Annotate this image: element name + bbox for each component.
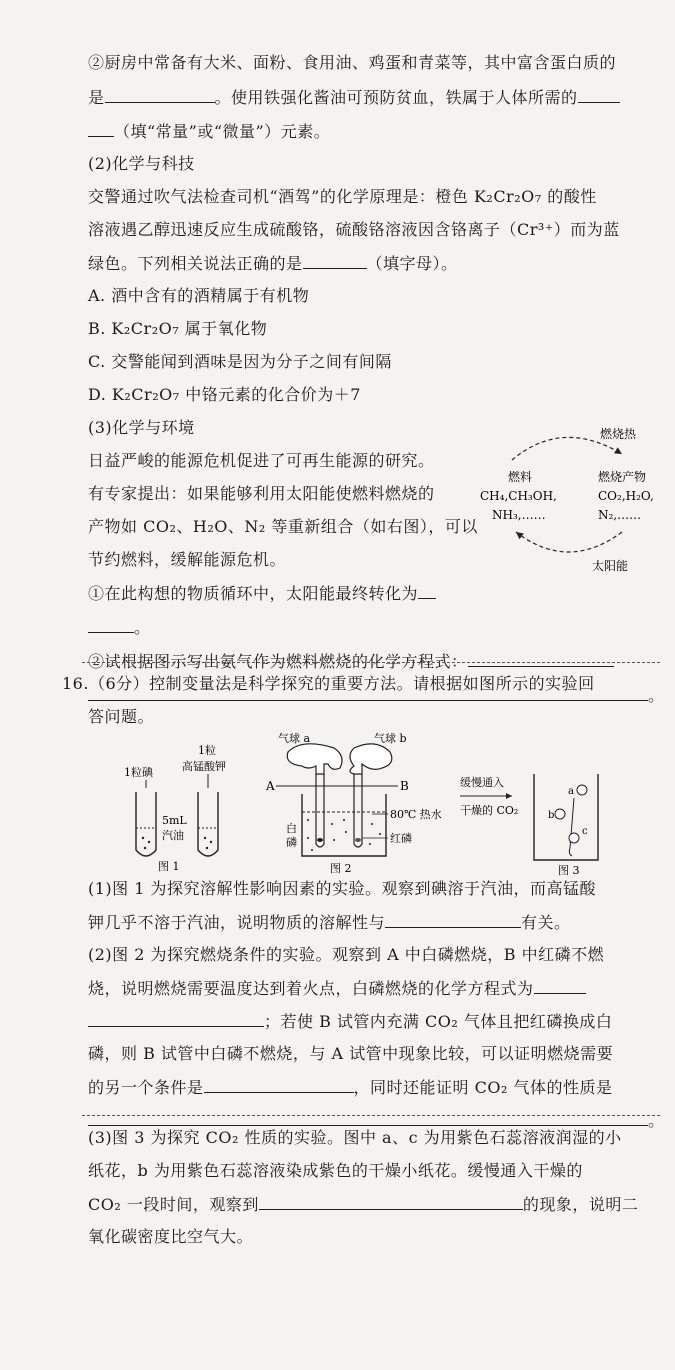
label-combustion-heat: 燃烧热 bbox=[600, 427, 637, 441]
label-fuel: 燃料 bbox=[508, 470, 533, 484]
fig1-label-kmno4: 高锰酸钾 bbox=[182, 760, 226, 773]
answer-blank[interactable] bbox=[88, 1109, 648, 1126]
fig1-label-1-grain: 1粒 bbox=[198, 744, 216, 757]
q-2-line-1: ②厨房中常备有大米、面粉、食用油、鸡蛋和青菜等，其中富含蛋白质的 bbox=[88, 53, 617, 72]
figure-3-co2-beaker bbox=[456, 768, 606, 876]
fig3-label-c: c bbox=[582, 826, 588, 837]
q-2-line-2: 是 。使用铁强化酱油可预防贫血，铁属于人体所需的 bbox=[88, 86, 620, 109]
fig2-label-white-p-2: 磷 bbox=[286, 836, 297, 849]
q16-part1-line-2: 钾几乎不溶于汽油，说明物质的溶解性与 有关。 bbox=[88, 913, 571, 932]
section-2-line-1: 交警通过吹气法检查司机“酒驾”的化学原理是：橙色 K₂Cr₂O₇ 的酸性 bbox=[88, 187, 597, 206]
option-c: C. 交警能闻到酒味是因为分子之间有间隔 bbox=[88, 352, 392, 371]
answer-blank[interactable] bbox=[88, 120, 114, 137]
fig2-red-phosphorus bbox=[355, 838, 361, 842]
q16-part3-line-2: 纸花，b 为用紫色石蕊溶液染成紫色的干燥小纸花。缓慢通入干燥的 bbox=[88, 1161, 583, 1180]
answer-blank[interactable] bbox=[468, 650, 614, 667]
fig2-label-b: B bbox=[400, 779, 409, 793]
fig1-test-tube-left bbox=[136, 792, 156, 856]
fig3-beaker bbox=[534, 774, 598, 860]
fig3-label-a: a bbox=[568, 786, 574, 797]
answer-blank[interactable] bbox=[418, 582, 436, 599]
q16-stem-line-2: 答问题。 bbox=[88, 707, 155, 726]
q-2-line-3: （填“常量”或“微量”）元素。 bbox=[88, 120, 330, 143]
answer-blank[interactable] bbox=[105, 86, 215, 103]
fig3-label-slowly: 缓慢通入 bbox=[460, 776, 504, 789]
q16-part2-line-4: 磷，则 B 试管中白磷不燃烧，与 A 试管中现象比较，可以证明燃烧需要 bbox=[88, 1044, 614, 1063]
option-d: D. K₂Cr₂O₇ 中铬元素的化合价为＋7 bbox=[88, 385, 361, 404]
answer-blank[interactable] bbox=[534, 977, 586, 994]
fig2-balloon-b bbox=[350, 744, 392, 774]
section-2-line-3: 绿色。下列相关说法正确的是 （填字母）。 bbox=[88, 254, 458, 273]
fig1-label-volume: 5mL bbox=[162, 814, 187, 827]
fig2-caption: 图 2 bbox=[330, 862, 352, 875]
fig3-caption: 图 3 bbox=[558, 864, 580, 876]
fig3-label-b: b bbox=[548, 810, 555, 821]
fuel-list-2: NH₃,…… bbox=[492, 508, 546, 522]
answer-blank[interactable] bbox=[303, 252, 367, 269]
section-3-heading: (3)化学与环境 bbox=[88, 418, 195, 437]
fig3-flower-a bbox=[577, 785, 587, 795]
answer-blank[interactable] bbox=[385, 911, 521, 928]
section-3-line-3: 产物如 CO₂、H₂O、N₂ 等重新组合（如右图），可以 bbox=[88, 517, 478, 536]
fig2-label-hot-water: 80℃ 热水 bbox=[390, 808, 442, 821]
label-products: 燃烧产物 bbox=[598, 470, 647, 484]
answer-blank[interactable] bbox=[88, 1010, 264, 1027]
fig1-label-gasoline: 汽油 bbox=[162, 829, 184, 842]
fig1-label-iodine: 1粒碘 bbox=[124, 766, 153, 779]
section-3-q2: ②试根据图示写出氨气作为燃料燃烧的化学方程式： bbox=[88, 650, 614, 673]
q16-part3-line-1: (3)图 3 为探究 CO₂ 性质的实验。图中 a、c 为用紫色石蕊溶液润湿的小 bbox=[88, 1128, 622, 1147]
option-b: B. K₂Cr₂O₇ 属于氧化物 bbox=[88, 319, 268, 338]
q16-stem-line-1: 16.（6分）控制变量法是科学探究的重要方法。请根据如图所示的实验回 bbox=[62, 674, 595, 693]
answer-blank[interactable] bbox=[88, 616, 134, 633]
fig2-label-a: A bbox=[266, 779, 275, 793]
q16-part2-line-1: (2)图 2 为探究燃烧条件的实验。观察到 A 中白磷燃烧，B 中红磷不燃 bbox=[88, 945, 605, 964]
answer-blank[interactable] bbox=[259, 1193, 523, 1210]
energy-cycle-diagram bbox=[472, 420, 668, 580]
answer-blank[interactable] bbox=[578, 86, 620, 103]
products-list-1: CO₂,H₂O, bbox=[598, 489, 654, 503]
fig2-test-tube-a bbox=[316, 774, 324, 847]
fig2-label-white-p-1: 白 bbox=[286, 822, 297, 835]
fuel-list-1: CH₄,CH₃OH, bbox=[480, 489, 557, 503]
fig2-white-phosphorus bbox=[317, 838, 323, 842]
fig3-label-dry-co2: 干燥的 CO₂ bbox=[460, 804, 519, 817]
section-3-line-4: 节约燃料，缓解能源危机。 bbox=[88, 550, 287, 569]
fig2-beaker bbox=[302, 794, 386, 856]
label-solar-energy: 太阳能 bbox=[592, 559, 629, 573]
products-list-2: N₂,…… bbox=[598, 508, 642, 522]
fig1-caption: 图 1 bbox=[158, 860, 180, 873]
q16-part3-line-3: CO₂ 一段时间，观察到 的现象，说明二 bbox=[88, 1195, 639, 1214]
q16-part1-line-1: (1)图 1 为探究溶解性影响因素的实验。观察到碘溶于汽油，而高锰酸 bbox=[88, 879, 597, 898]
section-2-line-2: 溶液遇乙醇迅速反应生成硫酸铬，硫酸铬溶液因含铬离子（Cr³⁺）而为蓝 bbox=[88, 220, 620, 239]
section-divider bbox=[82, 1115, 660, 1116]
fig3-flower-b bbox=[555, 809, 565, 819]
fig2-test-tube-b bbox=[354, 774, 362, 847]
fig1-test-tube-right bbox=[198, 792, 218, 856]
answer-blank[interactable] bbox=[204, 1076, 354, 1093]
section-divider bbox=[82, 662, 660, 663]
section-2-heading: (2)化学与科技 bbox=[88, 154, 195, 173]
q16-part2-line-6: 。 bbox=[88, 1109, 665, 1132]
option-a: A. 酒中含有的酒精属于有机物 bbox=[88, 286, 310, 305]
fig2-label-balloon-b: 气球 b bbox=[374, 732, 407, 745]
fig2-label-red-p: 红磷 bbox=[390, 832, 412, 845]
q16-part2-line-5: 的另一个条件是 ，同时还能证明 CO₂ 气体的性质是 bbox=[88, 1078, 613, 1097]
q16-part3-line-4: 氧化碳密度比空气大。 bbox=[88, 1227, 254, 1246]
figure-2-combustion-setup bbox=[262, 728, 448, 876]
section-3-q1: ①在此构想的物质循环中，太阳能最终转化为 bbox=[88, 582, 436, 605]
section-3-line-1: 日益严峻的能源危机促进了可再生能源的研究。 bbox=[88, 451, 435, 470]
section-3-line-2: 有专家提出：如果能够利用太阳能使燃料燃烧的 bbox=[88, 484, 435, 503]
fig3-flower-c bbox=[569, 833, 579, 843]
fig2-balloon-a bbox=[287, 744, 342, 774]
q16-part2-line-2: 烧，说明燃烧需要温度达到着火点，白磷燃烧的化学方程式为 bbox=[88, 977, 586, 1000]
arrow-products-to-fuel bbox=[516, 532, 622, 552]
section-3-q1-continued: 。 bbox=[88, 616, 151, 639]
fig2-label-balloon-a: 气球 a bbox=[278, 732, 311, 745]
section-3-q2-continued: 。 bbox=[88, 684, 665, 707]
q16-part2-line-3: ；若使 B 试管内充满 CO₂ 气体且把红磷换成白 bbox=[88, 1010, 612, 1033]
figure-1-test-tubes bbox=[118, 742, 238, 876]
